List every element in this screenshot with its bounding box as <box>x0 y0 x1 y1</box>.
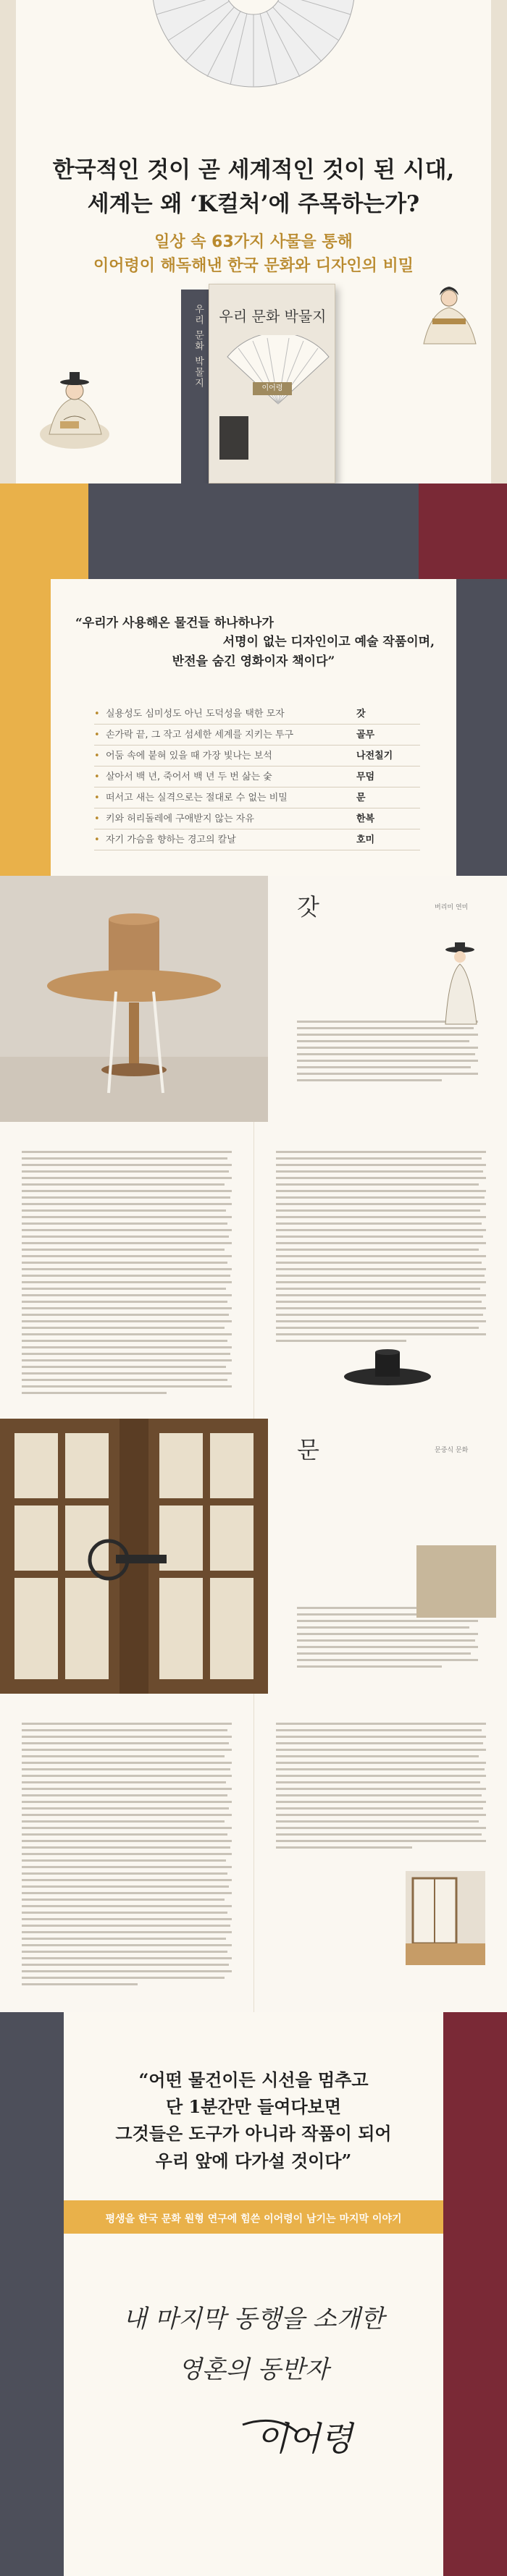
black-gat-icon <box>340 1339 435 1390</box>
chapter-subtitle: 버리미 연미 <box>435 904 469 911</box>
subhead-line: 일상 속 63가지 사물을 통해 <box>154 233 353 251</box>
gat-wearer-illustration <box>435 941 485 1028</box>
pull-quote <box>51 614 456 671</box>
signature-name: 이어령 <box>256 2419 353 2458</box>
list-item-tag: 나전칠기 <box>356 751 393 761</box>
room-interior-photo <box>406 1871 485 1965</box>
object-list <box>94 704 420 850</box>
quote-section <box>0 579 507 876</box>
list-item <box>94 787 420 808</box>
list-item-tag: 갓 <box>356 709 366 719</box>
book-cover-title: 우리 문화 박물지 <box>219 308 327 325</box>
list-item <box>94 829 420 850</box>
list-item-tag: 호미 <box>356 835 375 845</box>
quote-line: 단 1분간만 들여다보면 <box>165 2096 342 2118</box>
list-item <box>94 746 420 767</box>
list-item <box>94 725 420 746</box>
list-item <box>94 808 420 829</box>
bullet-icon: • <box>94 730 100 740</box>
list-item-desc: 어둠 속에 붙혀 있을 때 가장 빛나는 보석 <box>106 751 272 761</box>
chapter-title: 갓 <box>297 893 319 921</box>
list-item-desc: 떠서고 새는 실격으로는 절대로 수 없는 비밀 <box>106 793 288 803</box>
color-band-charcoal <box>0 2012 64 2576</box>
book-page <box>0 1122 254 1419</box>
list-item-tag: 골무 <box>356 730 375 740</box>
quote-line: 그것들은 도구가 아니라 작품이 되어 <box>115 2123 392 2145</box>
list-item-desc: 키와 허리돌레에 구애받지 않는 자유 <box>106 814 254 824</box>
hero-subhead <box>0 230 507 278</box>
handwriting-line: 내 마지막 동행을 소개한 <box>122 2305 385 2334</box>
quote-line: 우리 앞에 다가설 것이다” <box>155 2150 352 2171</box>
folding-fan-illustration <box>152 0 355 94</box>
bullet-icon: • <box>94 709 100 719</box>
hero-headline <box>0 153 507 221</box>
quote-line: 서명이 없는 디자인이고 예술 작품이며, <box>222 635 435 650</box>
bullet-icon: • <box>94 793 100 803</box>
quote-line: 반전을 숨긴 영화이자 책이다” <box>172 654 335 669</box>
author-portrait-photo <box>219 416 248 460</box>
color-band-charcoal <box>456 579 507 876</box>
door-photo <box>0 1419 268 1694</box>
chapter-title: 문 <box>297 1436 319 1464</box>
bullet-icon: • <box>94 772 100 782</box>
handwriting-line: 영혼의 동반자 <box>178 2355 329 2384</box>
chapter-subtitle: 문중식 문화 <box>435 1447 469 1454</box>
color-band-burgundy <box>419 483 507 579</box>
list-item-desc: 실용성도 심미성도 아닌 도덕성을 택한 모자 <box>106 709 285 719</box>
scholar-figure-illustration <box>35 362 114 452</box>
hero-section <box>0 0 507 579</box>
list-item-tag: 문 <box>356 793 366 803</box>
closing-subline: 평생을 한국 문화 원형 연구에 힘쓴 이어령이 남기는 마지막 이야기 <box>105 2213 402 2225</box>
woman-figure-illustration <box>416 275 482 351</box>
subhead-line: 이어령이 해독해낸 한국 문화와 디자인의 비밀 <box>93 257 414 275</box>
book-cover <box>209 284 335 483</box>
list-item-desc: 살아서 백 년, 죽어서 백 년 두 번 삶는 숯 <box>106 772 272 782</box>
body-text-block <box>297 1021 478 1086</box>
headline-line: 세계는 왜 ‘K컬처’에 주목하는가? <box>87 190 420 217</box>
quote-line: “우리가 사용해온 물건들 하나하나가 <box>75 616 274 630</box>
bullet-icon: • <box>94 751 100 761</box>
handwritten-signature <box>87 2276 420 2493</box>
book-page <box>0 1694 254 2012</box>
list-item <box>94 704 420 725</box>
list-item-tag: 한복 <box>356 814 375 824</box>
gat-hat-icon <box>0 876 268 1122</box>
gat-hat-photo <box>0 876 268 1122</box>
body-text-block <box>22 1151 232 1398</box>
lattice-door-icon <box>0 1419 268 1694</box>
bullet-icon: • <box>94 835 100 845</box>
list-item-tag: 무덤 <box>356 772 375 782</box>
body-text-block <box>276 1151 486 1346</box>
body-text-block <box>22 1723 232 1990</box>
fan-icon <box>224 335 332 407</box>
color-band-gold <box>0 579 51 876</box>
body-text-block <box>276 1723 486 1853</box>
closing-quote <box>64 2066 443 2174</box>
bullet-icon: • <box>94 814 100 824</box>
list-item-desc: 자기 가슴을 향하는 경고의 칼날 <box>106 835 236 845</box>
color-band-burgundy <box>443 2012 507 2576</box>
color-band-charcoal <box>88 483 419 579</box>
list-item <box>94 767 420 787</box>
list-item-desc: 손가락 끝, 그 작고 섬세한 세계를 지키는 투구 <box>106 730 294 740</box>
book-spread-gat <box>0 876 507 1122</box>
door-detail-photo <box>416 1545 496 1618</box>
book-spine-title: 우리 문화 박물지 <box>193 304 204 389</box>
book-cover-author: 이어령 <box>253 382 292 395</box>
quote-line: “어떤 물건이든 시선을 멈추고 <box>138 2069 369 2090</box>
color-band-gold <box>0 483 88 579</box>
headline-line: 한국적인 것이 곧 세계적인 것이 된 시대, <box>52 157 455 183</box>
